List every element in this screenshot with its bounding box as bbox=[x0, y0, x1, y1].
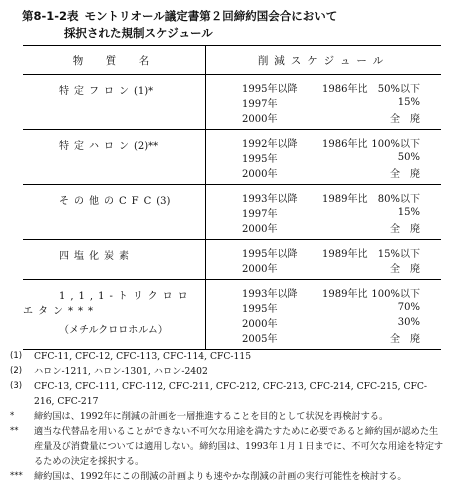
schedule-line bbox=[242, 330, 441, 345]
footnote-text: CFC-13, CFC-111, CFC-112, CFC-211, CFC-212, CFC-213, CFC-214, CFC-215, CFC-216, CFC-217 bbox=[34, 381, 428, 407]
schedule-line bbox=[242, 110, 441, 125]
schedule-value: 100%以下 bbox=[371, 139, 420, 150]
schedule-base: 1989年比 bbox=[322, 194, 368, 205]
substance-cell bbox=[23, 280, 206, 349]
schedule-value: 15%以下 bbox=[377, 249, 420, 260]
substance-name: 四塩化炭素 bbox=[59, 251, 134, 262]
table-number: 第8-1-2表 bbox=[22, 9, 79, 23]
schedule-cell bbox=[206, 280, 441, 349]
table-row bbox=[23, 185, 441, 240]
table-row bbox=[23, 75, 441, 130]
footnotes bbox=[10, 349, 444, 484]
table-row bbox=[23, 280, 441, 349]
schedule-line bbox=[242, 95, 441, 110]
substance-cell bbox=[23, 240, 206, 279]
schedule-year: 2000年 bbox=[242, 169, 278, 180]
schedule-year: 1995年 bbox=[242, 304, 278, 315]
schedule-value: 全 廃 bbox=[390, 169, 420, 180]
schedule-line bbox=[242, 150, 441, 165]
footnote-text: 締約国は、1992年にこの削減の計画よりも速やかな削減の計画の実行可能性を検討する。 bbox=[34, 471, 407, 482]
table-body bbox=[23, 75, 441, 349]
schedule-line bbox=[242, 300, 441, 315]
schedule-year: 2000年 bbox=[242, 319, 278, 330]
substance-name: その他のCFC bbox=[59, 196, 157, 207]
table-row bbox=[23, 240, 441, 280]
footnote bbox=[10, 424, 444, 469]
footnote-marker: *** bbox=[10, 471, 23, 481]
schedule-year: 1993年以降 bbox=[242, 194, 298, 205]
title-line-1: モントリオール議定書第２回締約国会合において bbox=[84, 9, 338, 23]
schedule-cell bbox=[206, 130, 441, 184]
footnote-mark: (3) bbox=[156, 196, 171, 207]
schedule-line bbox=[242, 190, 441, 205]
schedule-line bbox=[242, 220, 441, 235]
schedule-base: 1989年比 bbox=[322, 249, 368, 260]
schedule-value: 15% bbox=[397, 207, 420, 218]
schedule-value: 全 廃 bbox=[390, 264, 420, 275]
schedule-value: 全 廃 bbox=[390, 334, 420, 345]
header-schedule: 削減スケジュール bbox=[257, 54, 390, 67]
table-row bbox=[23, 130, 441, 185]
schedule-value: 50% bbox=[397, 152, 420, 163]
table-title bbox=[22, 8, 337, 42]
footnote-marker: (1) bbox=[10, 351, 23, 361]
schedule-value: 100%以下 bbox=[371, 289, 420, 300]
regulation-table bbox=[23, 45, 441, 350]
schedule-year: 2000年 bbox=[242, 224, 278, 235]
schedule-year: 1995年 bbox=[242, 154, 278, 165]
footnote-text: 締約国は、1992年に削減の計画を一層推進することを目的として状況を再検討する。 bbox=[34, 411, 389, 422]
footnote-text: 適当な代替品を用いることができない不可欠な用途を満たすために必要であると締約国が認めた生産量及び消費量については適用しない。締約国は、1993年１月１日までに、不可欠な用途を特定するための決定を採択する。 bbox=[34, 426, 444, 467]
substance-name: 特定ハロン bbox=[59, 141, 134, 152]
footnote bbox=[10, 469, 444, 484]
substance-cell bbox=[23, 185, 206, 239]
schedule-base: 1986年比 bbox=[322, 139, 368, 150]
footnote-mark: (1)* bbox=[134, 86, 154, 97]
footnote bbox=[10, 349, 444, 364]
schedule-line bbox=[242, 285, 441, 300]
schedule-year: 1995年以降 bbox=[242, 249, 298, 260]
footnote bbox=[10, 379, 444, 409]
substance-name: 特定フロン bbox=[59, 86, 134, 97]
schedule-year: 1992年以降 bbox=[242, 139, 298, 150]
schedule-year: 1997年 bbox=[242, 209, 278, 220]
schedule-line bbox=[242, 205, 441, 220]
footnote-marker: ** bbox=[10, 426, 19, 436]
schedule-year: 1995年以降 bbox=[242, 84, 298, 95]
schedule-base: 1986年比 bbox=[322, 84, 368, 95]
substance-alt-name: （メチルクロロホルム） bbox=[59, 325, 168, 336]
schedule-line bbox=[242, 80, 441, 95]
schedule-value: 全 廃 bbox=[390, 114, 420, 125]
schedule-year: 2005年 bbox=[242, 334, 278, 345]
substance-name: 1,1,1-トリクロロエタン*** bbox=[23, 291, 193, 317]
schedule-line bbox=[242, 245, 441, 260]
schedule-year: 2000年 bbox=[242, 264, 278, 275]
substance-cell bbox=[23, 130, 206, 184]
footnote bbox=[10, 364, 444, 379]
title-line-2: 採択された規制スケジュール bbox=[64, 26, 213, 40]
schedule-year: 2000年 bbox=[242, 114, 278, 125]
table-header bbox=[23, 46, 441, 75]
schedule-value: 15% bbox=[397, 97, 420, 108]
schedule-value: 50%以下 bbox=[377, 84, 420, 95]
schedule-value: 30% bbox=[397, 317, 420, 328]
schedule-year: 1997年 bbox=[242, 99, 278, 110]
footnote-marker: * bbox=[10, 411, 15, 421]
schedule-line bbox=[242, 260, 441, 275]
footnote-marker: (2) bbox=[10, 366, 23, 376]
schedule-value: 80%以下 bbox=[377, 194, 420, 205]
footnote-text: ハロン-1211, ハロン-1301, ハロン-2402 bbox=[34, 366, 208, 377]
schedule-value: 全 廃 bbox=[390, 224, 420, 235]
substance-cell bbox=[23, 75, 206, 129]
header-substance: 物 質 名 bbox=[23, 46, 206, 74]
schedule-year: 1993年以降 bbox=[242, 289, 298, 300]
schedule-line bbox=[242, 165, 441, 180]
footnote-text: CFC-11, CFC-12, CFC-113, CFC-114, CFC-115 bbox=[34, 351, 252, 362]
schedule-value: 70% bbox=[397, 302, 420, 313]
footnote-mark: (2)** bbox=[134, 141, 159, 152]
schedule-cell bbox=[206, 240, 441, 279]
schedule-cell bbox=[206, 185, 441, 239]
schedule-base: 1989年比 bbox=[322, 289, 368, 300]
footnote bbox=[10, 409, 444, 424]
schedule-line bbox=[242, 135, 441, 150]
schedule-line bbox=[242, 315, 441, 330]
footnote-marker: (3) bbox=[10, 381, 23, 391]
schedule-cell bbox=[206, 75, 441, 129]
